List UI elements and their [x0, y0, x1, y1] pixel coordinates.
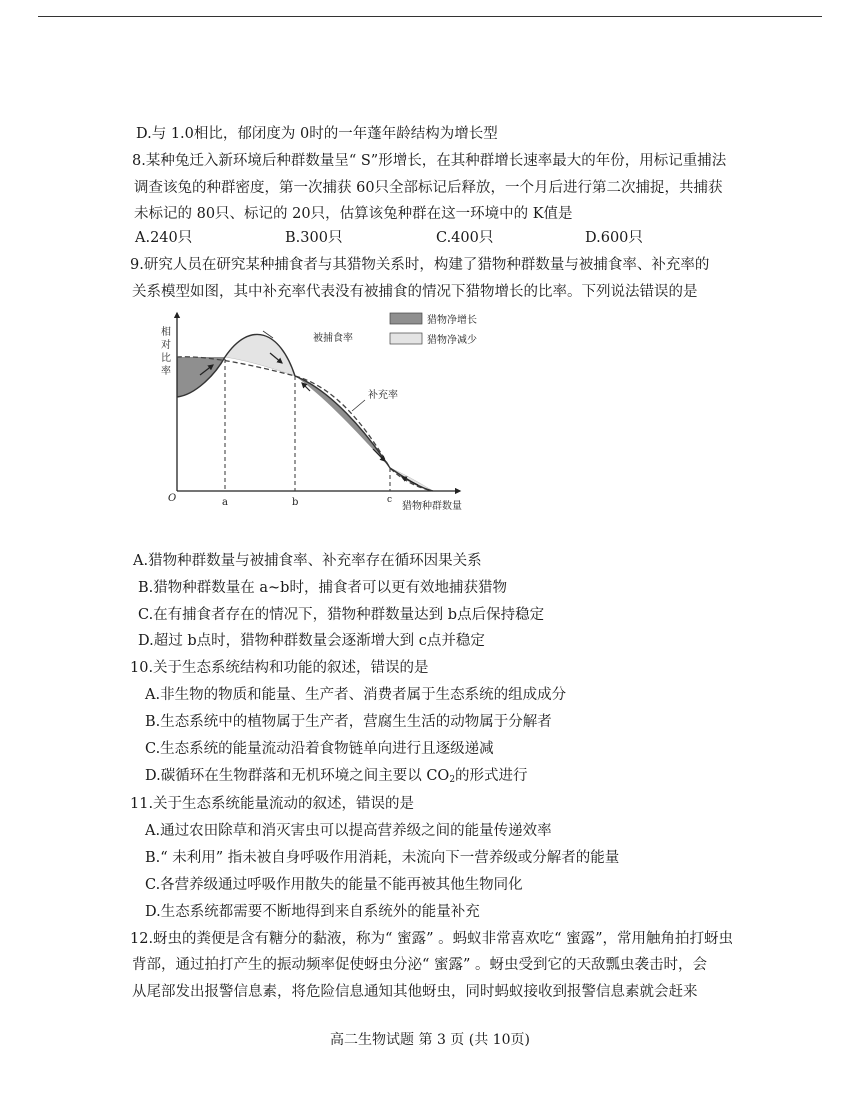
q10-option-c: C.生态系统的能量流动沿着食物链单向进行且逐级递减	[145, 741, 494, 757]
q8-option-a: A.240只	[135, 230, 193, 246]
q8-option-c: C.400只	[436, 230, 494, 246]
y-label-char-4: 率	[161, 366, 171, 377]
y-label-char-3: 比	[161, 353, 171, 364]
y-label-char-2: 对	[161, 340, 171, 351]
legend-label-growth: 猎物净增长	[427, 315, 477, 326]
tick-label-a: a	[222, 497, 228, 508]
q11-option-c: C.各营养级通过呼吸作用散失的能量不能再被其他生物同化	[145, 877, 523, 893]
predation-label: 被捕食率	[313, 333, 353, 344]
q9-option-c: C.在有捕食者存在的情况下，猎物种群数量达到 b点后保持稳定	[138, 607, 545, 623]
co2-subscript: 2	[449, 775, 456, 785]
net-decrease-region-middle	[225, 334, 295, 376]
q11-stem: 11.关于生态系统能量流动的叙述，错误的是	[130, 796, 415, 812]
predator-prey-figure	[150, 305, 490, 520]
q12-stem-line1: 12.蚜虫的粪便是含有糖分的黏液，称为“ 蜜露” 。蚂蚁非常喜欢吃“ 蜜露”，常用触角拍打蚜虫	[130, 931, 734, 947]
q10-option-a: A.非生物的物质和能量、生产者、消费者属于生态系统的组成成分	[145, 687, 567, 703]
y-label-char-1: 相	[161, 327, 171, 338]
legend-label-decrease: 猎物净减少	[427, 335, 477, 346]
legend-swatch-growth	[390, 313, 422, 324]
x-axis-label: 猎物种群数量	[402, 501, 462, 512]
q12-stem-line2: 背部，通过拍打产生的振动频率促使蚜虫分泌“ 蜜露” 。蚜虫受到它的天敌瓢虫袭击时，会	[132, 957, 708, 973]
q11-option-d: D.生态系统都需要不断地得到来自系统外的能量补充	[145, 904, 480, 920]
q9-option-b: B.猎物种群数量在 a~b时，捕食者可以更有效地捕获猎物	[138, 580, 507, 596]
q8-stem-line1: 8.某种兔迁入新环境后种群数量呈“ S”形增长，在其种群增长速率最大的年份，用标记重捕法	[132, 153, 727, 169]
q8-stem-line3: 未标记的 80只、标记的 20只，估算该兔种群在这一环境中的 K值是	[134, 206, 573, 222]
supplement-leader	[352, 400, 365, 411]
q11-option-b: B.“ 未利用” 指未被自身呼吸作用消耗，未流向下一营养级或分解者的能量	[145, 850, 620, 866]
q8-option-d: D.600只	[585, 230, 643, 246]
q9-stem-line1: 9.研究人员在研究某种捕食者与其猎物关系时，构建了猎物种群数量与被捕食率、补充率的	[130, 257, 710, 273]
q10-stem: 10.关于生态系统结构和功能的叙述，错误的是	[130, 660, 429, 676]
q10-option-d-text: D.碳循环在生物群落和无机环境之间主要以 CO	[145, 768, 450, 784]
q12-stem-line3: 从尾部发出报警信息素，将危险信息通知其他蚜虫，同时蚂蚁接收到报警信息素就会赶来	[132, 984, 698, 1000]
q8-stem-line2: 调查该兔的种群密度，第一次捕获 60只全部标记后释放，一个月后进行第二次捕捉，共捕获	[134, 180, 723, 196]
legend-swatch-decrease	[390, 333, 422, 344]
q9-option-d: D.超过 b点时，猎物种群数量会逐渐增大到 c点并稳定	[138, 633, 485, 649]
q10-option-b: B.生态系统中的植物属于生产者，营腐生生活的动物属于分解者	[145, 714, 552, 730]
q11-option-a: A.通过农田除草和消灭害虫可以提高营养级之间的能量传递效率	[145, 823, 552, 839]
q9-option-a: A.猎物种群数量与被捕食率、补充率存在循环因果关系	[133, 553, 482, 569]
top-rule	[38, 16, 822, 17]
tick-label-c: c	[387, 495, 393, 505]
supplement-label: 补充率	[368, 390, 398, 401]
origin-label: O	[168, 493, 177, 504]
tick-label-b: b	[292, 497, 299, 508]
net-growth-region-left	[177, 357, 225, 397]
q9-stem-line2: 关系模型如图，其中补充率代表没有被捕食的情况下猎物增长的比率。下列说法错误的是	[132, 284, 698, 300]
q7-option-d: D.与 1.0相比，郁闭度为 0时的一年蓬年龄结构为增长型	[136, 126, 498, 142]
page-footer: 高二生物试题 第 3 页 (共 10页)	[330, 1032, 530, 1048]
q10-option-d-text-end: 的形式进行	[455, 768, 528, 784]
q10-option-d	[145, 767, 528, 789]
q8-option-b: B.300只	[285, 230, 343, 246]
